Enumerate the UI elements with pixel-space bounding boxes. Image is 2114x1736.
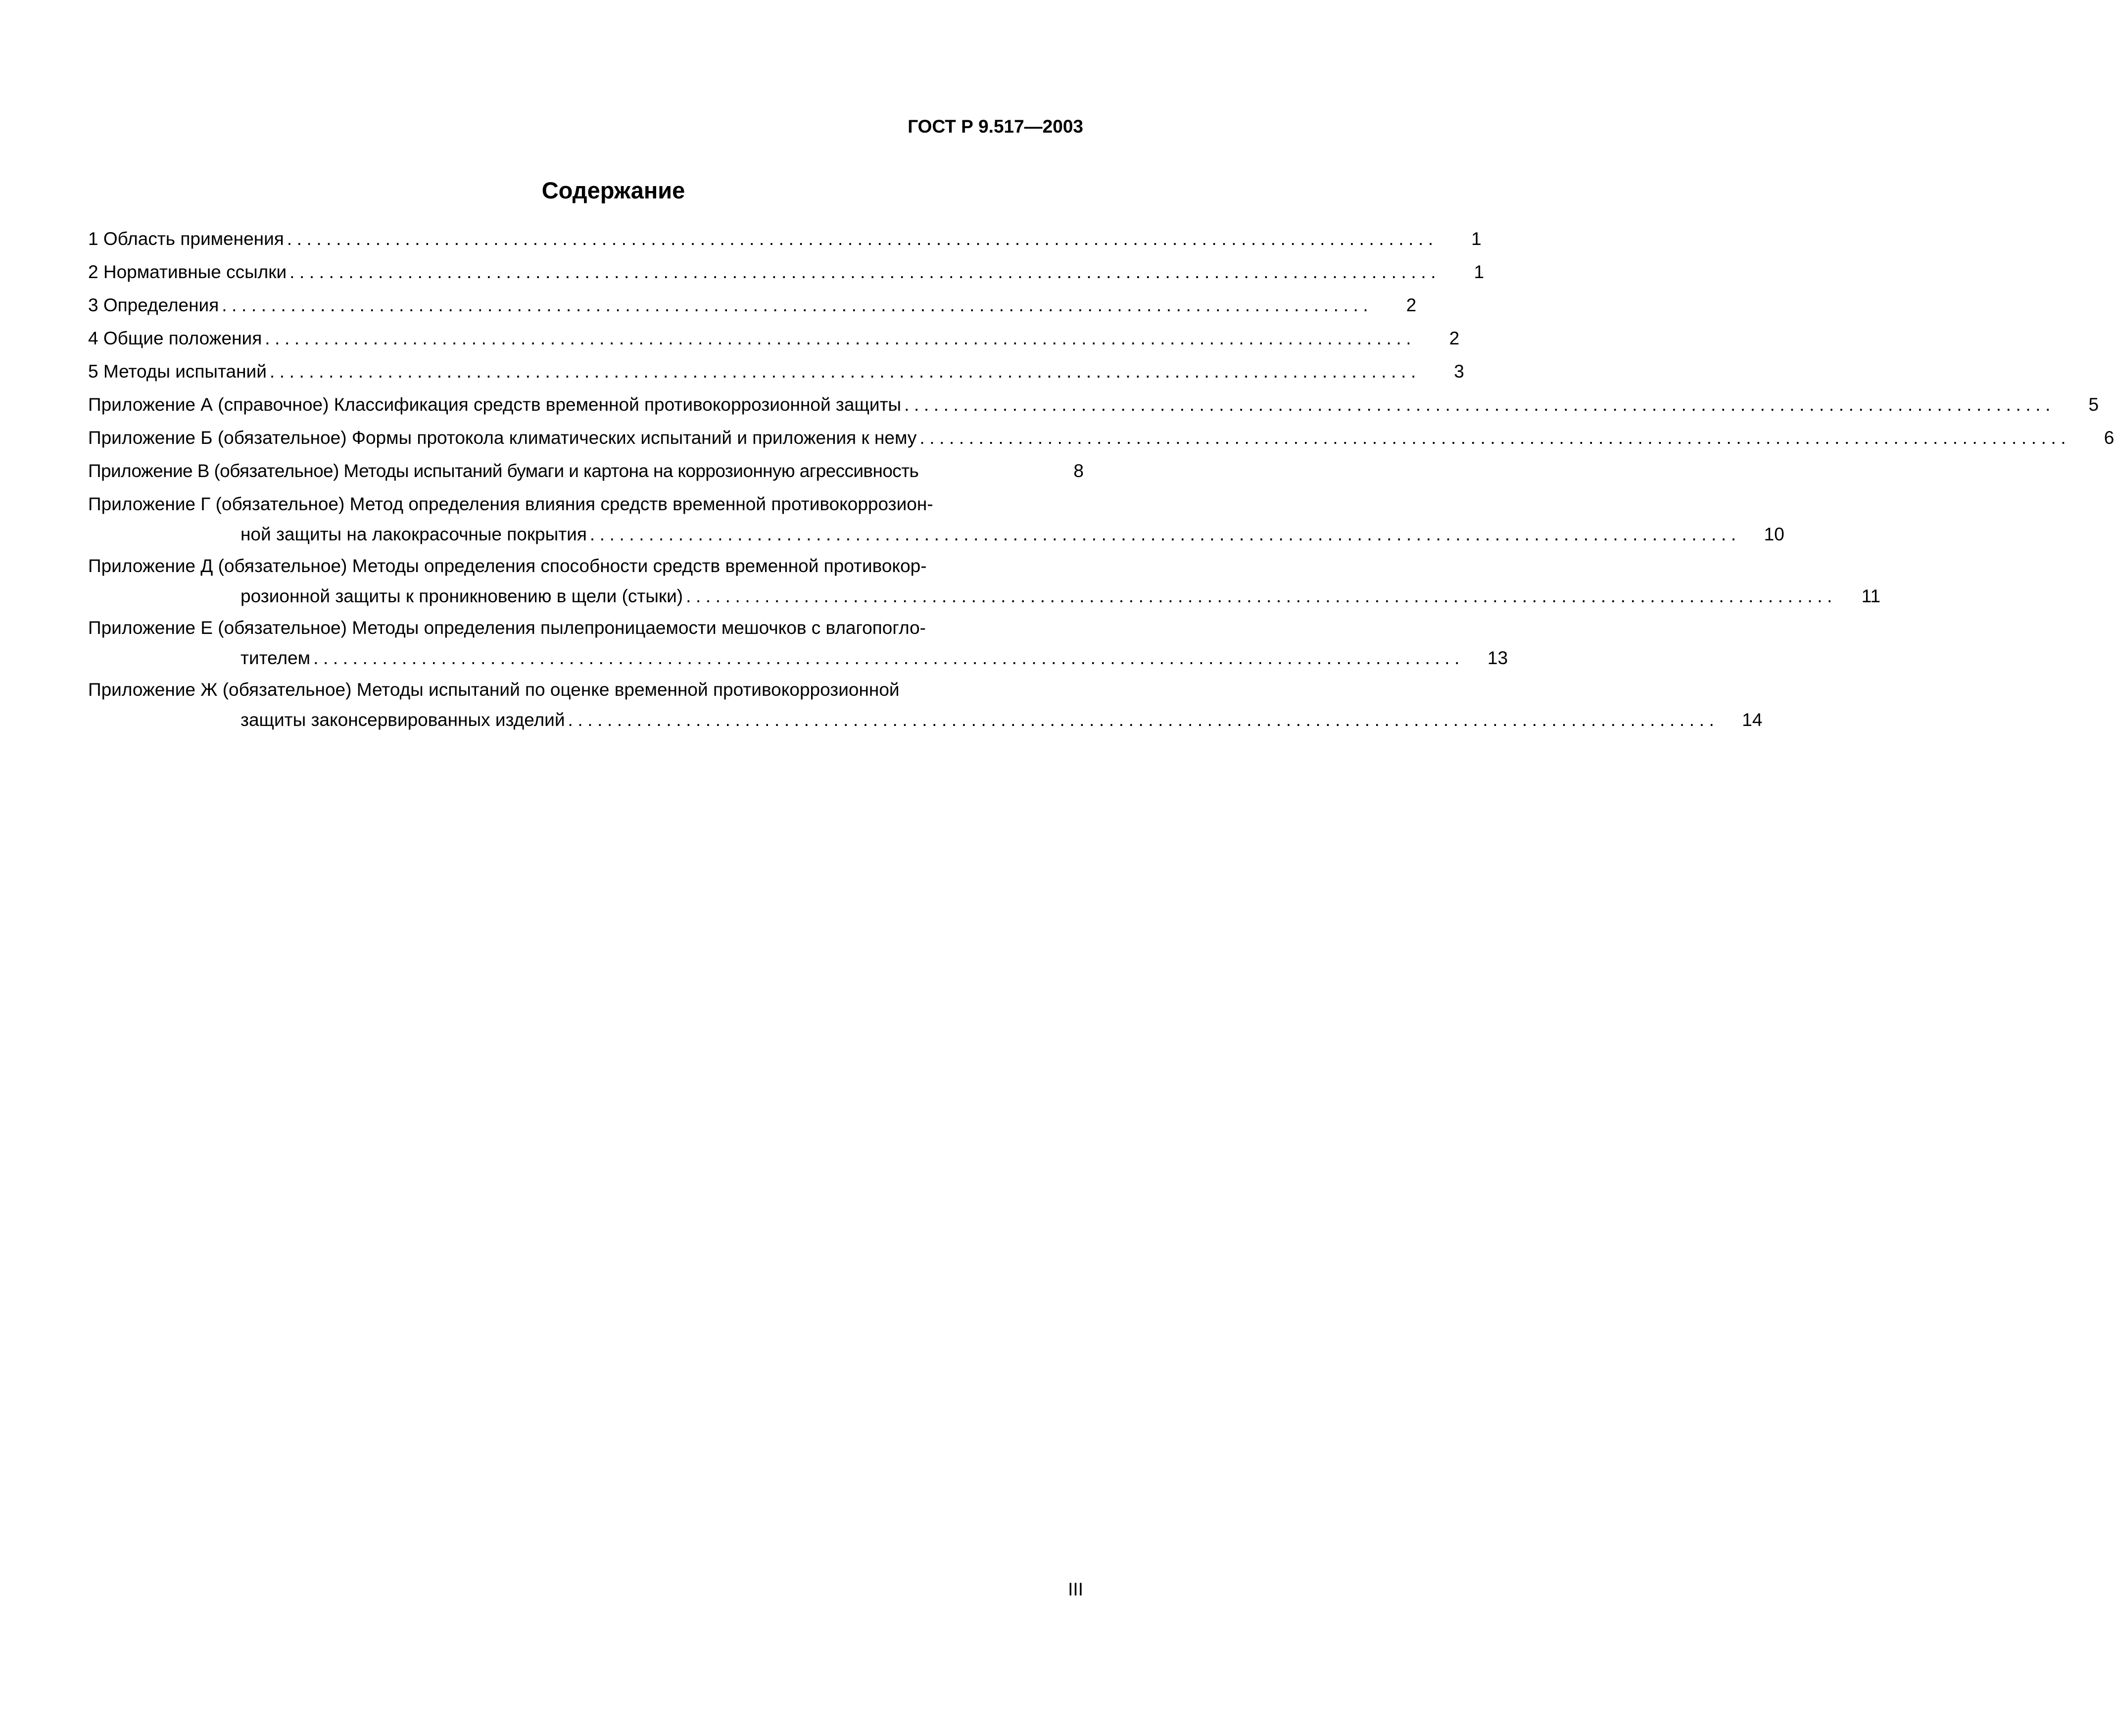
toc-entry[interactable] (88, 489, 1084, 519)
toc-entry-title: 3 Определения (88, 295, 219, 315)
toc-entry[interactable] (88, 356, 1464, 389)
toc-entry[interactable] (88, 423, 2114, 456)
toc-entry-continuation[interactable] (88, 705, 1763, 736)
toc-entry-title: Приложение Б (обязательное) Формы протокола климатических испытаний и приложения к нему (88, 428, 917, 448)
toc-entry-page: 8 (1073, 461, 1084, 481)
toc-entry-page: 14 (1742, 710, 1763, 730)
toc-entry-page: 2 (1406, 295, 1417, 315)
toc-entry-title: 1 Область применения (88, 229, 284, 249)
toc-leader-dots: ..................................................................................................................... (289, 262, 1441, 282)
toc-entry[interactable] (88, 389, 2099, 423)
toc-entry-page: 10 (1764, 524, 1784, 544)
toc-entry-page: 1 (1471, 229, 1482, 249)
toc-leader-dots: ..................................................................................................................... (919, 428, 2071, 448)
toc-entry-title: 5 Методы испытаний (88, 361, 267, 382)
toc-leader-dots: ..................................................................................................................... (287, 229, 1438, 249)
toc-entry-title-cont: защиты законсервированных изделий (240, 710, 565, 730)
toc-leader-dots: ..................................................................................................................... (222, 295, 1373, 315)
toc-leader-dots: ..................................................................................................................... (904, 394, 2056, 415)
toc-entry[interactable] (88, 456, 1084, 489)
toc-leader-dots: ..................................................................................................................... (313, 648, 1465, 668)
toc-entry-page: 5 (2088, 394, 2099, 415)
toc-leader-dots: ..................................................................................................................... (568, 710, 1719, 730)
toc-leader-dots: ..................................................................................................................... (269, 361, 1421, 382)
toc-leader-dots: ..................................................................................................................... (265, 328, 1416, 348)
toc-entry-title: 2 Нормативные ссылки (88, 262, 287, 282)
toc-entry-title: 4 Общие положения (88, 328, 262, 348)
toc-entry-continuation[interactable] (88, 581, 1881, 613)
toc-entry[interactable] (88, 675, 1084, 705)
toc-entry[interactable] (88, 551, 1084, 581)
toc-entry-page: 2 (1449, 328, 1460, 348)
toc-entry-title-cont: ной защиты на лакокрасочные покрытия (240, 524, 587, 544)
toc-entry-title: Приложение В (обязательное) Методы испытаний бумаги и картона на коррозионную агрессивность (88, 461, 919, 481)
toc-entry[interactable] (88, 257, 1485, 290)
toc-entry-page: 1 (1474, 262, 1485, 282)
toc-entry-title: Приложение Г (обязательное) Метод определения влияния средств временной противокоррозион- (88, 494, 933, 514)
toc-entry-title: Приложение Ж (обязательное) Методы испытаний по оценке временной противокоррозионной (88, 679, 900, 700)
toc-entry[interactable] (88, 290, 1417, 323)
toc-entry-page: 6 (2104, 428, 2114, 448)
toc-leader-dots: ..................................................................................................................... (589, 524, 1741, 544)
toc-entry-continuation[interactable] (88, 643, 1508, 675)
toc-entry-title: Приложение Д (обязательное) Методы определения способности средств временной противокор- (88, 556, 927, 576)
toc-entry-page: 13 (1487, 648, 1508, 668)
toc-entry-continuation[interactable] (88, 519, 1784, 551)
toc-title: Содержание (541, 177, 685, 203)
page-number: III (1068, 1579, 1083, 1599)
table-of-contents (88, 224, 2114, 736)
toc-entry[interactable] (88, 323, 1460, 356)
toc-entry-title-cont: розионной защиты к проникновению в щели (стыки) (240, 586, 683, 606)
toc-entry-page: 3 (1454, 361, 1464, 382)
toc-entry[interactable] (88, 224, 1482, 257)
toc-entry-title: Приложение А (справочное) Классификация средств временной противокоррозионной защиты (88, 394, 902, 415)
toc-leader-dots: ..................................................................................................................... (686, 586, 1837, 606)
document-id: ГОСТ Р 9.517—2003 (908, 116, 1083, 137)
toc-entry-title: Приложение Е (обязательное) Методы определения пылепроницаемости мешочков с влагопогло- (88, 618, 926, 638)
toc-entry[interactable] (88, 613, 1084, 643)
toc-entry-page: 11 (1861, 586, 1881, 606)
toc-entry-title-cont: тителем (240, 648, 311, 668)
